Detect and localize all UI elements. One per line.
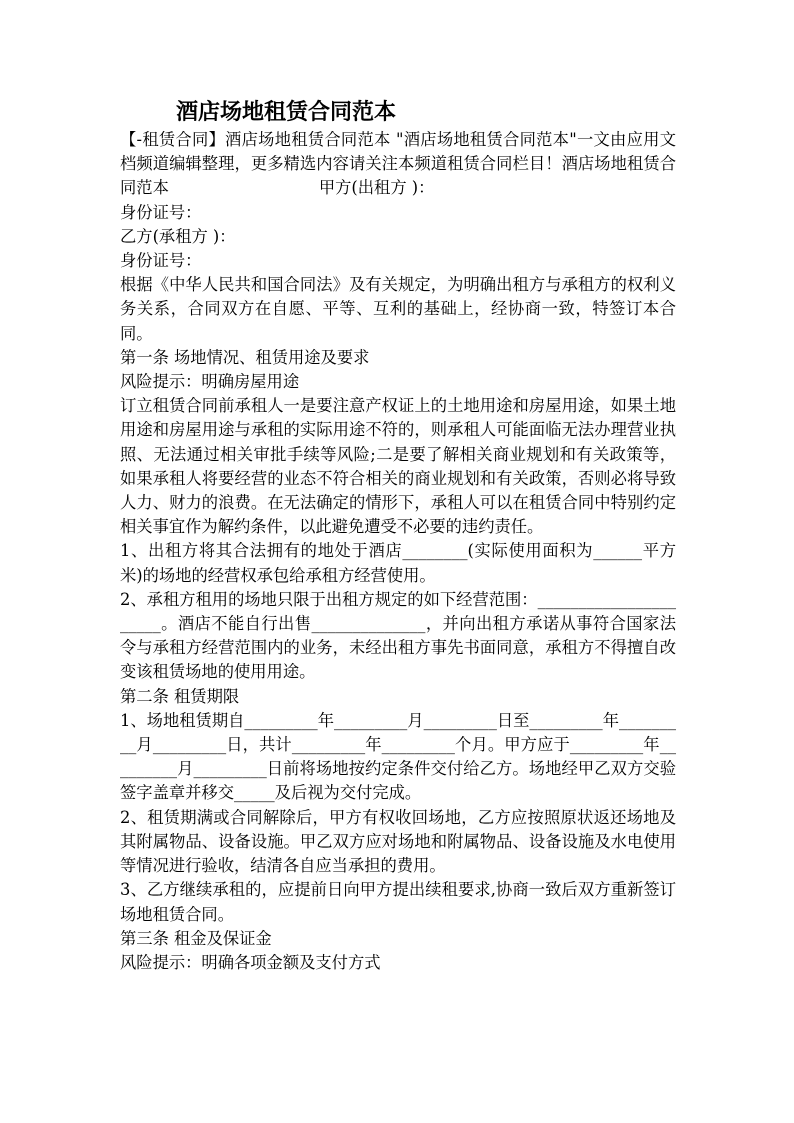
risk-note-1-body: 订立租赁合同前承租人一是要注意产权证上的土地用途和房屋用途，如果土地用途和房屋用途与承租的实际用途不符的，则承租人可能面临无法办理营业执照、无法通过相关审批手续等风险;二是要了解相关商业规划和有关政策等，如果承租人将要经营的业态不符合相关的商业规划和有关政策，否则必将导致人力、财力的浪费。在无法确定的情形下，承租人可以在租赁合同中特别约定相关事宜作为解约条件，以此避免遭受不必要的违约责任。 [120, 396, 676, 537]
party-a-label: 甲方(出租方 )： [318, 178, 435, 198]
risk-note-3: 风险提示：明确各项金额及支付方式 [120, 952, 381, 972]
intro-text: 【-租赁合同】酒店场地租赁合同范本 "酒店场地租赁合同范本"一文由应用文档频道编辑整理，更多精选内容请关注本频道租赁合同栏目！酒店场地租赁合同范本 [120, 130, 676, 198]
article-3-heading: 第三条 租金及保证金 [120, 928, 272, 948]
risk-note-1: 风险提示：明确房屋用途 [120, 372, 300, 392]
clause-1-2: 2、承租方租用的场地只限于出租方规定的如下经营范围：______________________。酒店不能自行出售______________，并向出租方承诺从事符合国家法令与承租方经营范围内的业务，未经出租方事先书面同意，承租方不得擅自改变该租赁场地的使用用途。 [120, 589, 676, 682]
clause-2-1: 1、场地租赁期自_________年_________月_________日至_________年_________月_________日，共计_________年_________个月。甲方应于_________年_________月_________日前将场地按约定条件交付给乙方。场地经甲乙双方交验签字盖章并移交_____及后视为交付完成。 [120, 710, 676, 803]
preamble-paragraph: 根据《中华人民共和国合同法》及有关规定，为明确出租方与承租方的权利义务关系，合同双方在自愿、平等、互利的基础上，经协商一致，特签订本合同。 [120, 275, 676, 343]
party-b-line: 乙方(承租方 )： [120, 226, 236, 246]
clause-1-1: 1、出租方将其合法拥有的地处于酒店________(实际使用面积为______平方米)的场地的经营权承包给承租方经营使用。 [120, 541, 676, 585]
party-a-id-line: 身份证号： [120, 202, 202, 222]
document-title: 酒店场地租赁合同范本 [176, 99, 397, 125]
article-1-heading: 第一条 场地情况、租赁用途及要求 [120, 347, 370, 367]
party-b-id-line: 身份证号： [120, 251, 202, 271]
article-2-heading: 第二条 租赁期限 [120, 686, 240, 706]
clause-2-2: 2、租赁期满或合同解除后，甲方有权收回场地，乙方应按照原状返还场地及其附属物品、设备设施。甲乙双方应对场地和附属物品、设备设施及水电使用等情况进行验收，结清各自应当承担的费用。 [120, 807, 676, 876]
document-body [120, 128, 676, 975]
clause-2-3: 3、乙方继续承租的，应提前日向甲方提出续租要求,协商一致后双方重新签订场地租赁合同。 [120, 880, 676, 924]
intro-paragraph [120, 128, 676, 201]
document-page [120, 96, 676, 975]
